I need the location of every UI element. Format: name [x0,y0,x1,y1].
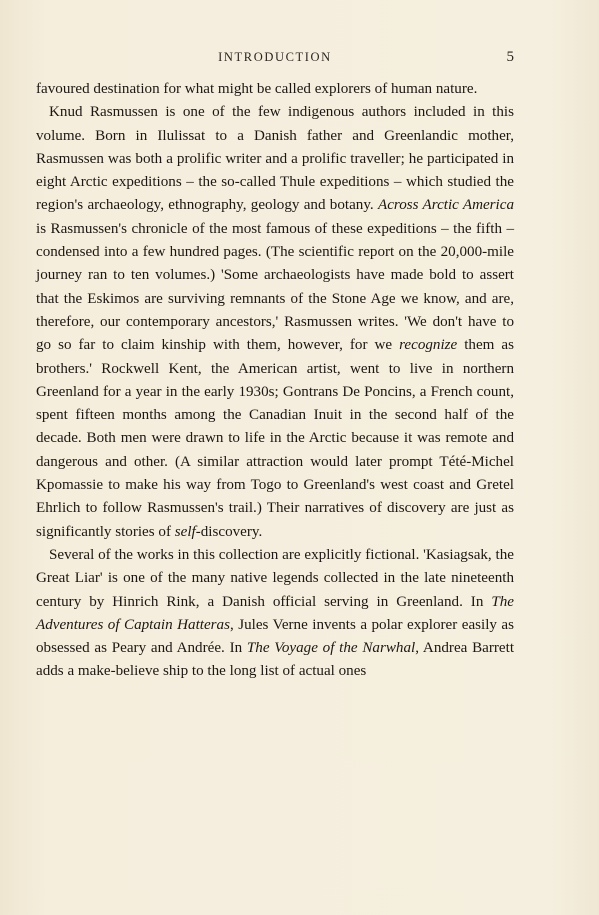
paragraph [36,101,514,544]
book-title-italic: The Adventures of Captain Hatteras [36,593,514,633]
emphasis-italic: recognize [399,337,458,354]
body-text [36,78,514,684]
page-number: 5 [506,49,514,65]
book-title-italic: The Voyage of the Narwhal [246,640,416,657]
text-span: Knud Rasmussen is one of the few indigenous authors included in this volume. Born in Ilulissat to a Danish father and Greenlandic mother, Rasmussen was both a prolific writer and a prolific traveller; he participated in eight Arctic expeditions – the so-called Thule expeditions – which studied the region's archaeology, ethnography, geology and botany. [36,104,514,214]
paragraph [36,78,514,101]
text-span: , Jules Verne invents a polar explorer easily as obsessed as Peary and Andrée. In [36,616,515,657]
running-head: INTRODUCTION [218,50,332,64]
page-header [36,50,514,70]
text-span: them as brothers.' Rockwell Kent, the American artist, went to live in northern Greenland for a year in the early 1930s; Gontrans De Poncins, a French count, spent fifteen months among the Canadian Inuit in the second half of the decade. Both men were drawn to life in the Arctic because it was remote and dangerous and other. (A similar attraction would later prompt Tété-Michel Kpomassie to make his way from Togo to Greenland's west coast and Gretel Ehrlich to follow Rasmussen's trail.) Their narratives of discovery are just as significantly stories of [36,337,514,540]
paragraph [36,544,514,684]
book-title-italic: Across Arctic America [377,197,515,214]
text-span: Several of the works in this collection are explicitly fictional. 'Kasiagsak, the Great Liar' is one of the many native legends collected in the late nineteenth century by Hinrich Rink, a Danish official serving in Greenland. In [36,546,514,610]
emphasis-italic: self [174,523,196,540]
text-span: -discovery. [195,523,263,540]
text-span: , Andrea Barrett adds a make-believe ship to the long list of actual ones [36,640,515,680]
text-span: is Rasmussen's chronicle of the most famous of these expeditions – the fifth – condensed into a few hundred pages. (The scientific report on the 20,000-mile journey ran to ten volumes.) 'Some archaeologists have made bold to assert that the Eskimos are surviving remnants of the Stone Age we know, and are, therefore, our contemporary ancestors,' Rasmussen writes. 'We don't have to go so far to claim kinship with them, however, for we [36,220,514,354]
text-span: favoured destination for what might be called explorers of human nature. [36,81,478,97]
